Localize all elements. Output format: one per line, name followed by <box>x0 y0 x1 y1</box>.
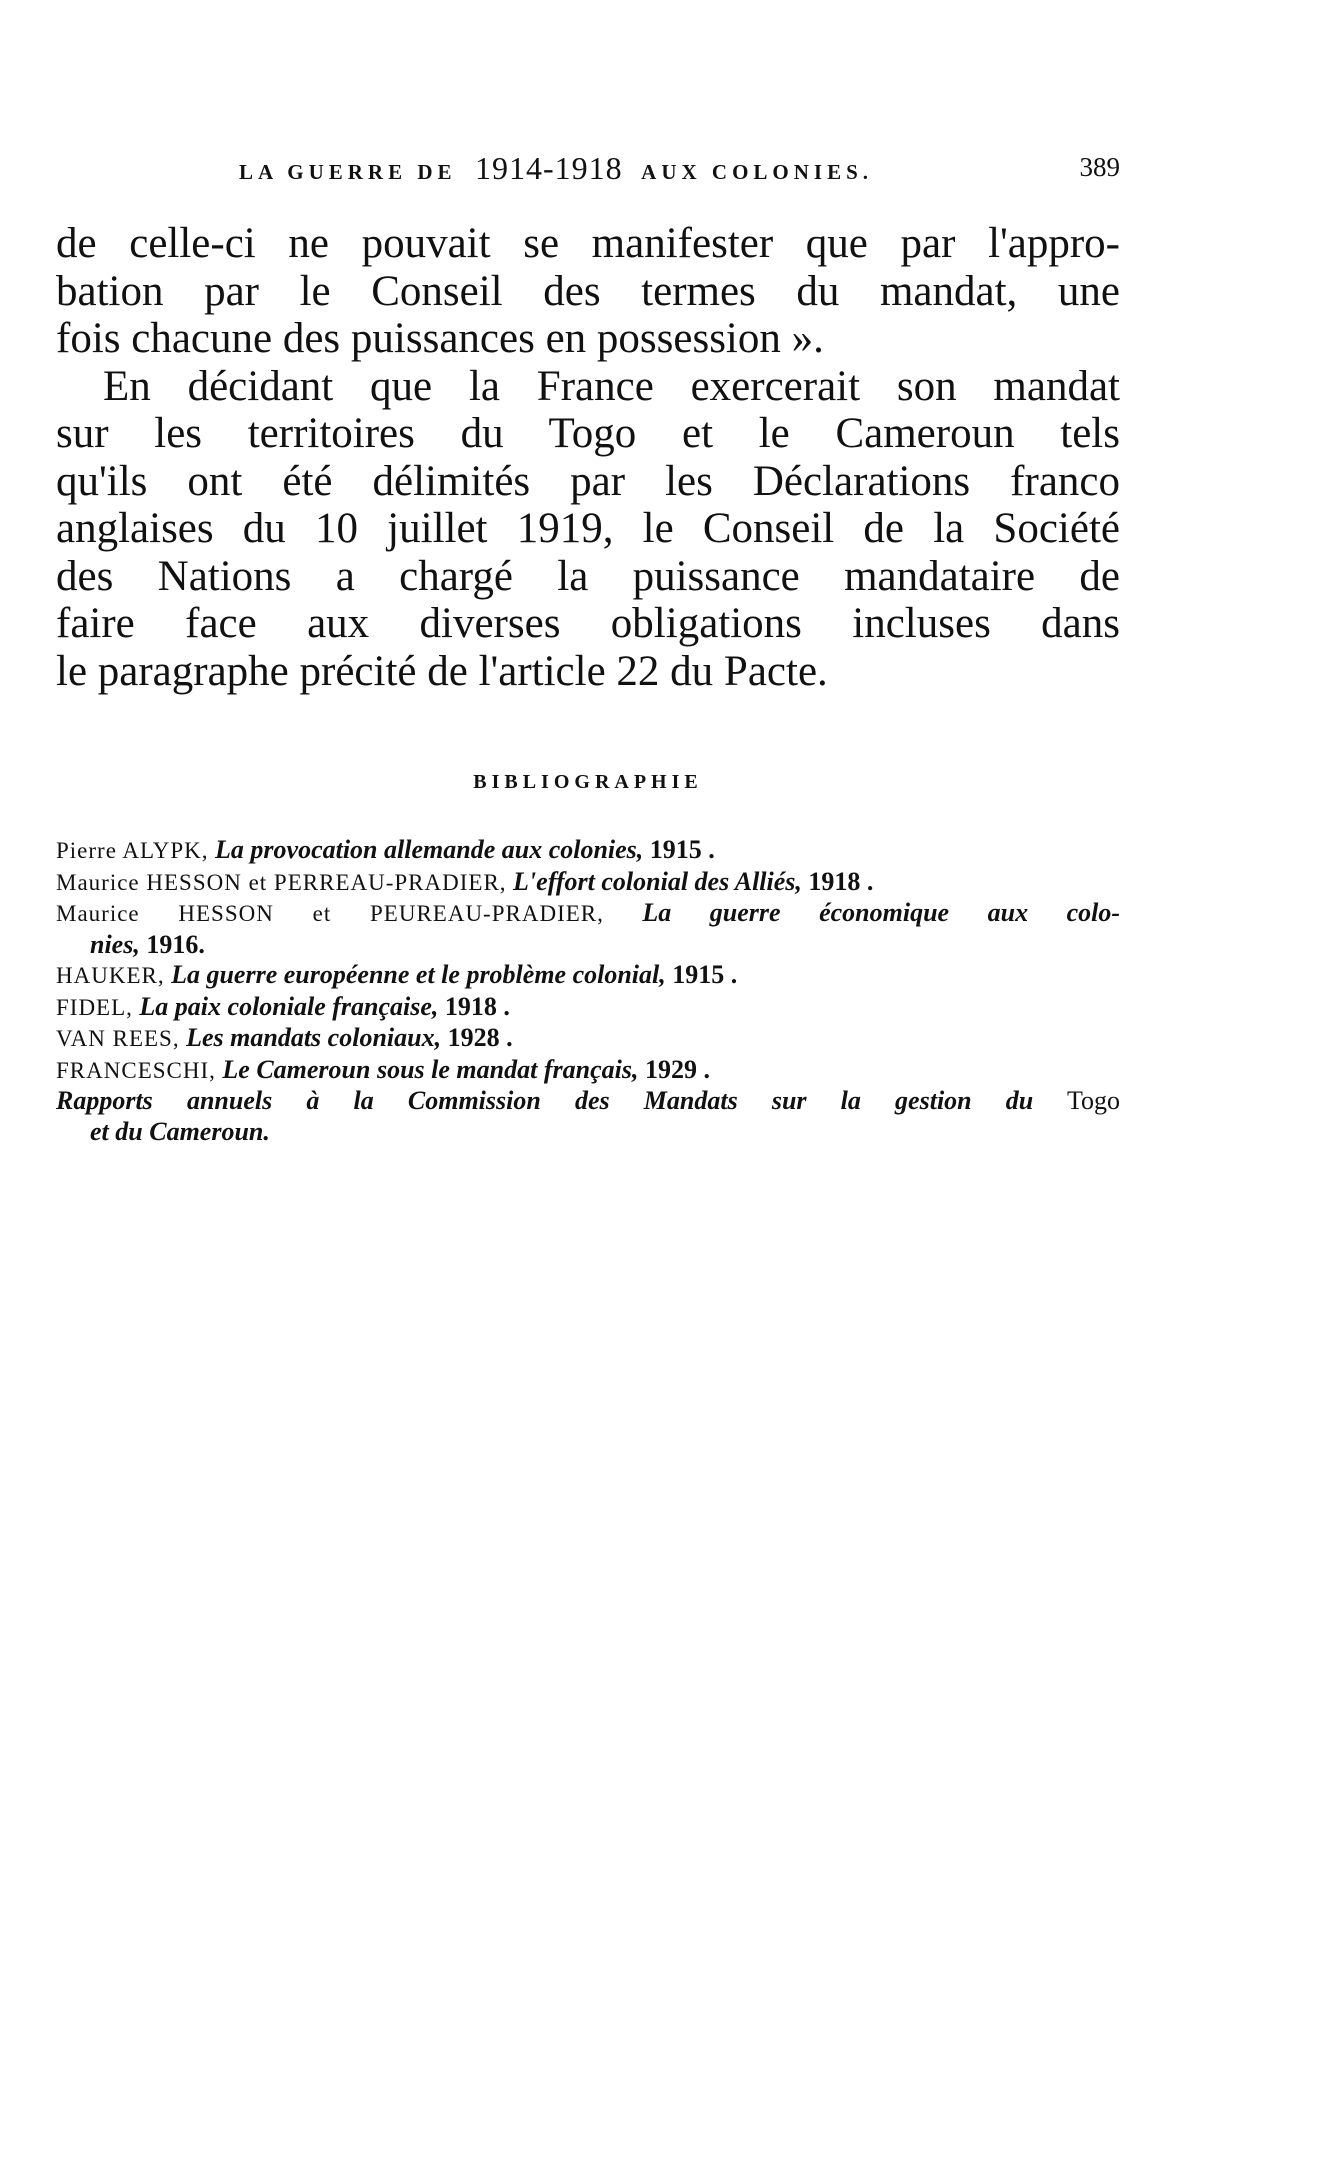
entry-first-line <box>56 1086 1120 1117</box>
entry-title-tail: Togo <box>1066 1086 1121 1115</box>
entry-author: Pierre ALYPK, <box>56 838 209 863</box>
bibliography-entry <box>56 1086 1120 1147</box>
bibliography-list <box>56 835 1120 1147</box>
entry-title-continuation: et du Cameroun. <box>90 1116 270 1146</box>
bibliography-entry <box>56 960 1120 992</box>
entry-title: La guerre européenne et le problème colonial, <box>171 960 666 989</box>
bibliography-entry <box>56 898 1120 960</box>
entry-year: 1918 . <box>444 991 510 1021</box>
body-line: sur les territoires du Togo et le Cameroun tels <box>56 410 1120 457</box>
entry-author: VAN REES, <box>56 1026 180 1051</box>
running-title-years: 1914-1918 <box>475 150 623 186</box>
entry-title: La paix coloniale française, <box>139 991 439 1021</box>
body-line: qu'ils ont été délimités par les Déclarations franco <box>56 457 1120 505</box>
entry-continuation <box>56 930 1120 961</box>
running-title-suffix: AUX COLONIES. <box>641 160 874 184</box>
body-line: faire face aux diverses obligations incluses dans <box>56 600 1120 647</box>
bibliography-entry <box>56 1055 1120 1087</box>
entry-first-line <box>56 898 1120 930</box>
bibliography-entry <box>56 992 1120 1024</box>
entry-author: Maurice HESSON et PERREAU-PRADIER, <box>56 869 507 895</box>
body-paragraphs <box>56 220 1120 695</box>
entry-year: 1928 . <box>447 1023 513 1052</box>
body-line: de celle-ci ne pouvait se manifester que par l'appro- <box>56 220 1120 267</box>
entry-author: HAUKER, <box>56 963 165 988</box>
running-title-prefix: LA GUERRE DE <box>238 160 457 184</box>
entry-year: 1929 . <box>644 1054 710 1084</box>
bibliography-heading: BIBLIOGRAPHIE <box>473 771 703 793</box>
entry-title-continuation: nies, <box>90 929 140 959</box>
entry-title: La guerre économique aux colo- <box>642 898 1121 927</box>
bibliography-entry <box>56 867 1120 899</box>
entry-title: Rapports annuels à la Commission des Mandats sur la gestion du <box>56 1086 1034 1115</box>
running-header <box>56 150 1120 190</box>
body-line: En décidant que la France exercerait son mandat <box>103 362 1120 410</box>
entry-author: Maurice HESSON et PEUREAU-PRADIER, <box>56 901 604 926</box>
entry-continuation <box>56 1117 1120 1148</box>
running-title <box>56 150 1056 187</box>
page-number: 389 <box>1079 152 1120 182</box>
body-line: le paragraphe précité de l'article 22 du Pacte. <box>56 647 828 695</box>
body-line: fois chacune des puissances en possession ». <box>56 315 824 362</box>
bibliography-entry <box>56 1023 1120 1055</box>
body-line: anglaises du 10 juillet 1919, le Conseil de la Société <box>56 505 1120 552</box>
entry-year: 1916. <box>146 929 205 959</box>
bibliography-entry <box>56 835 1120 867</box>
body-line: bation par le Conseil des termes du mandat, une <box>56 267 1120 315</box>
entry-author: FRANCESCHI, <box>56 1057 216 1083</box>
entry-year: 1918 . <box>808 866 874 896</box>
entry-author: FIDEL, <box>56 994 133 1020</box>
entry-title: Les mandats coloniaux, <box>186 1023 442 1052</box>
entry-title: Le Cameroun sous le mandat français, <box>222 1054 639 1084</box>
body-line: des Nations a chargé la puissance mandataire de <box>56 552 1120 600</box>
entry-title: La provocation allemande aux colonies, <box>215 835 644 864</box>
entry-year: 1915 . <box>672 960 738 989</box>
entry-year: 1915 . <box>649 835 715 864</box>
entry-title: L'effort colonial des Alliés, <box>513 866 802 896</box>
